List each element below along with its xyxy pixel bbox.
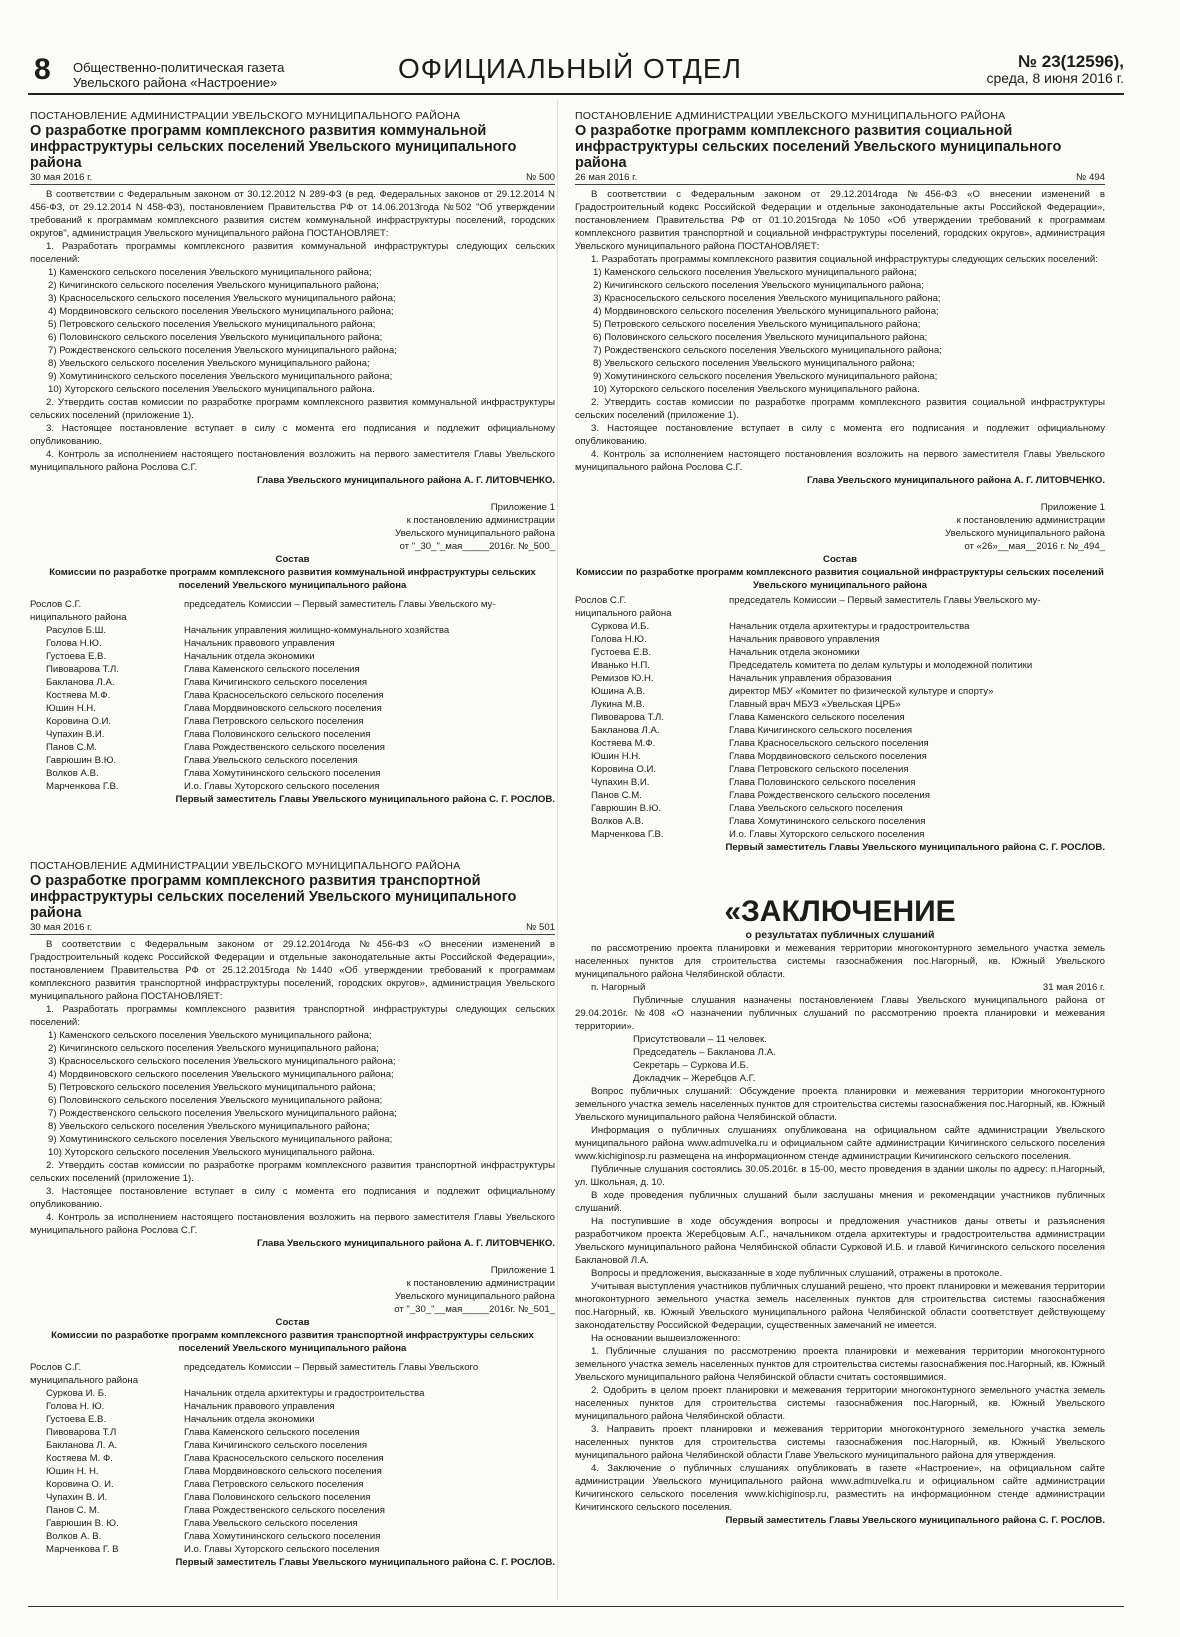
appendix-line: к постановлению администрации — [406, 1278, 555, 1289]
member-name: Густоева Е.В. — [46, 1414, 107, 1425]
list-item: 6) Половинского сельского поселения Увельского муниципального района; — [48, 1095, 383, 1106]
member-name: Коровина О. И. — [46, 1479, 114, 1490]
page-header — [28, 52, 1124, 90]
newspaper-name-line1: Общественно-политическая газета — [73, 60, 285, 75]
member-role: Главный врач МБУЗ «Увельская ЦРБ» — [729, 699, 901, 710]
article-social — [575, 110, 1105, 854]
commission-title: Комиссии по разработке программ комплексного развития коммунальной инфраструктуры сельских поселений Увельского муниципального района — [49, 567, 536, 591]
list-item: 3) Красносельского сельского поселения Увельского муниципального района; — [48, 1056, 396, 1067]
member-role: Глава Хомутининского сельского поселения — [729, 816, 926, 827]
member-role: Глава Рождественского сельского поселения — [184, 742, 385, 753]
article-point-2: 2. Утвердить состав комиссии по разработке программ комплексного развития транспортной инфраструктуры сельских поселений (приложение 1). — [30, 1160, 555, 1184]
member-name: ниципального района — [30, 612, 127, 623]
article-point-1: 1. Разработать программы комплексного развития социальной инфраструктуры следующих сельских поселений: — [591, 254, 1098, 265]
conclusion-subtitle: о результатах публичных слушаний — [745, 929, 935, 941]
member-role: Глава Кичигинского сельского поселения — [729, 725, 913, 736]
settlement-list — [30, 266, 555, 396]
member-name: Рослов С.Г. — [575, 595, 627, 606]
article-date: 26 мая 2016 г. — [575, 172, 638, 183]
article-kicker: ПОСТАНОВЛЕНИЕ АДМИНИСТРАЦИИ УВЕЛЬСКОГО МУНИЦИПАЛЬНОГО РАЙОНА — [30, 860, 461, 872]
member-role: Глава Красносельского сельского поселения — [184, 1453, 384, 1464]
member-role: Начальник отдела экономики — [184, 1414, 315, 1425]
article-date: 30 мая 2016 г. — [30, 922, 93, 933]
member-name: Марченкова Г. В — [46, 1544, 119, 1555]
article-point-4: 4. Контроль за исполнением настоящего постановления возложить на первого заместителя Главы Увельского муниципального района Рослова С.Г. — [575, 449, 1105, 473]
list-item: 8) Увельского сельского поселения Увельского муниципального района; — [48, 1121, 370, 1132]
member-name: Рослов С.Г. — [30, 599, 82, 610]
list-item: 1) Каменского сельского поселения Увельского муниципального района; — [48, 1030, 372, 1041]
member-role: директор МБУ «Комитет по физической культуре и спорту» — [729, 686, 994, 697]
list-item: 2) Кичигинского сельского поселения Увельского муниципального района; — [593, 280, 924, 291]
member-name: Панов С.М. — [591, 790, 642, 801]
member-role: Начальник отдела архитектуры и градостроительства — [729, 621, 970, 632]
member-role: Начальник отдела экономики — [184, 651, 315, 662]
article-point-1: 1. Разработать программы комплексного развития транспортной инфраструктуры следующих сельских поселений: — [30, 1004, 555, 1028]
list-item: 9) Хомутининского сельского поселения Увельского муниципального района; — [593, 371, 938, 382]
member-role: Глава Половинского сельского поселения — [184, 729, 371, 740]
article-point-3: 3. Настоящее постановление вступает в силу с момента его подписания и подлежит официальному опубликованию. — [30, 423, 555, 447]
header-rule — [28, 93, 1124, 95]
member-name: Бакланова Л.А. — [46, 677, 115, 688]
member-name: Бакланова Л.А. — [591, 725, 660, 736]
member-role: Глава Кичигинского сельского поселения — [184, 1440, 368, 1451]
commission-signature: Первый заместитель Главы Увельского муниципального района С. Г. РОСЛОВ. — [175, 794, 555, 805]
member-role: Глава Мордвиновского сельского поселения — [184, 703, 382, 714]
conclusion-paragraph: Публичные слушания назначены постановлением Главы Увельского муниципального района от 29.04.2016г. №408 «О назначении публичных слушаний по рассмотрению проекта планировки и межевания территории». — [575, 995, 1105, 1032]
member-role: Глава Каменского сельского поселения — [184, 1427, 360, 1438]
member-role: Глава Хомутининского сельского поселения — [184, 1531, 381, 1542]
conclusion-place: п. Нагорный — [591, 982, 646, 993]
newspaper-name-line2: Увельского района «Настроение» — [73, 75, 278, 90]
member-name: Волков А.В. — [591, 816, 644, 827]
article-title: О разработке программ комплексного развития коммунальной инфраструктуры сельских поселений Увельского муниципального района — [30, 123, 517, 171]
article-point-3: 3. Настоящее постановление вступает в силу с момента его подписания и подлежит официальному опубликованию. — [575, 423, 1105, 447]
commission-title: Комиссии по разработке программ комплексного развития транспортной инфраструктуры сельских поселений Увельского муниципального района — [51, 1330, 534, 1354]
member-role: Глава Кичигинского сельского поселения — [184, 677, 368, 688]
list-item: 4) Мордвиновского сельского поселения Увельского муниципального района; — [48, 1069, 394, 1080]
member-role: Глава Увельского сельского поселения — [184, 755, 358, 766]
member-role: И.о. Главы Хуторского сельского поселения — [184, 781, 380, 792]
member-name: Густоева Е.В. — [46, 651, 107, 662]
member-name: Расулов Б.Ш. — [46, 625, 107, 636]
column-divider — [557, 100, 558, 1600]
member-name: Костяева М.Ф. — [591, 738, 656, 749]
article-signature: Глава Увельского муниципального района А. Г. ЛИТОВЧЕНКО. — [257, 475, 555, 486]
conclusion-date: 31 мая 2016 г. — [1042, 982, 1105, 993]
article-signature: Глава Увельского муниципального района А. Г. ЛИТОВЧЕНКО. — [807, 475, 1105, 486]
conclusion-signature: Первый заместитель Главы Увельского муниципального района С. Г. РОСЛОВ. — [725, 1515, 1105, 1526]
article-point-4: 4. Контроль за исполнением настоящего постановления возложить на первого заместителя Главы Увельского муниципального района Рослова С.Г. — [30, 1212, 555, 1236]
settlement-list — [575, 266, 1105, 396]
list-item: 7) Рождественского сельского поселения Увельского муниципального района; — [593, 345, 942, 356]
member-role: Глава Мордвиновского сельского поселения — [184, 1466, 382, 1477]
member-role: Глава Половинского сельского поселения — [729, 777, 916, 788]
appendix-line: Увельского муниципального района — [395, 1291, 555, 1302]
member-role: Глава Красносельского сельского поселения — [729, 738, 929, 749]
appendix-block — [30, 1264, 555, 1316]
article-transport — [30, 860, 555, 1569]
appendix-line: Увельского муниципального района — [395, 528, 555, 539]
composition-heading: Состав — [275, 554, 310, 565]
list-item: 5) Петровского сельского поселения Увельского муниципального района; — [48, 1082, 376, 1093]
member-role: Начальник правового управления — [184, 1401, 335, 1412]
member-role: председатель Комиссии – Первый заместитель Главы Увельского — [184, 1362, 479, 1373]
member-role: Глава Каменского сельского поселения — [184, 664, 360, 675]
issue-info — [986, 54, 1124, 86]
list-item: 10) Хуторского сельского поселения Увельского муниципального района. — [48, 384, 375, 395]
member-role — [184, 1374, 555, 1387]
member-name: Голова Н.Ю. — [46, 638, 102, 649]
member-role: Глава Половинского сельского поселения — [184, 1492, 371, 1503]
member-name: Юшина А.В. — [591, 686, 646, 697]
member-name: ниципального района — [575, 608, 672, 619]
conclusion-body — [575, 1085, 1105, 1514]
article-signature: Глава Увельского муниципального района А. Г. ЛИТОВЧЕНКО. — [257, 1238, 555, 1249]
list-item: 4) Мордвиновского сельского поселения Увельского муниципального района; — [593, 306, 939, 317]
commission-members — [30, 1361, 555, 1556]
composition-heading: Состав — [275, 1317, 310, 1328]
conclusion-paragraph: 1. Публичные слушания по рассмотрению проекта планировки и межевания территории многоконтурного земельного участка земель населенных пунктов для строительства системы газоснабжения пос.Нагорный, кв. Южный Увельского муниципального района Челябинской области считать состоявшимися. — [575, 1346, 1106, 1383]
article-point-2: 2. Утвердить состав комиссии по разработке программ комплексного развития коммунальной инфраструктуры сельских поселений (приложение 1). — [30, 397, 555, 421]
newspaper-name — [73, 60, 333, 90]
article-communal — [30, 110, 555, 806]
list-item: Присутствовали – 11 человек. — [633, 1034, 767, 1045]
article-number: № 501 — [526, 922, 555, 933]
member-role: Глава Рождественского сельского поселения — [184, 1505, 385, 1516]
member-role: Глава Петровского сельского поселения — [184, 716, 364, 727]
article-point-1: 1. Разработать программы комплексного развития коммунальной инфраструктуры следующих сельских поселений: — [30, 241, 555, 265]
conclusion-title: «ЗАКЛЮЧЕНИЕ — [724, 895, 956, 928]
commission-signature: Первый заместитель Главы Увельского муниципального района С. Г. РОСЛОВ. — [725, 842, 1105, 853]
article-conclusion — [575, 895, 1105, 1527]
conclusion-paragraph: Публичные слушания состоялись 30.05.2016г. в 15-00, место проведения в здании школы по адресу: п.Нагорный, ул. Школьная, д. 10. — [575, 1164, 1105, 1188]
member-role — [184, 611, 555, 624]
member-name: Пивоварова Т.Л — [46, 1427, 117, 1438]
member-name: Марченкова Г.В. — [46, 781, 119, 792]
member-role: председатель Комиссии – Первый заместитель Главы Увельского му- — [729, 595, 1041, 606]
conclusion-paragraph: Информация о публичных слушаниях опубликована на официальном сайте администрации Увельского муниципального района www.admuvelka.ru и официальном сайте администрации Кичигинского сельского поселения www.kichiginosp.ru размещена на информационном стенде администрации Кичигинского сельского поселения. — [575, 1125, 1105, 1162]
commission-title: Комиссии по разработке программ комплексного развития социальной инфраструктуры сельских поселений Увельского муниципального района — [576, 567, 1104, 591]
conclusion-subject: по рассмотрению проекта планировки и межевания территории многоконтурного земельного участка земель населенных пунктов для строительства системы газоснабжения пос.Нагорный, кв. Южный Увельского муниципального района Челябинской области. — [575, 943, 1105, 980]
list-item: 8) Увельского сельского поселения Увельского муниципального района; — [593, 358, 915, 369]
member-name: Голова Н.Ю. — [591, 634, 647, 645]
member-name: муниципального района — [30, 1375, 139, 1386]
list-item: 7) Рождественского сельского поселения Увельского муниципального района; — [48, 345, 397, 356]
appendix-line: от "_30_"__мая_____2016г. №_501_ — [394, 1304, 555, 1315]
article-dateline — [30, 171, 555, 185]
member-role: Глава Каменского сельского поселения — [729, 712, 905, 723]
list-item: 4) Мордвиновского сельского поселения Увельского муниципального района; — [48, 306, 394, 317]
issue-number: № 23(12596), — [1018, 52, 1124, 71]
article-number: № 500 — [526, 172, 555, 183]
commission-members — [30, 598, 555, 793]
list-item: 9) Хомутининского сельского поселения Увельского муниципального района; — [48, 371, 393, 382]
member-name: Гаврюшин В.Ю. — [46, 755, 117, 766]
member-role: Начальник управления образования — [729, 673, 892, 684]
section-title: ОФИЦИАЛЬНЫЙ ОТДЕЛ — [398, 53, 742, 84]
appendix-line: от "_30_"_мая_____2016г. №_500_ — [399, 541, 555, 552]
appendix-line: Увельского муниципального района — [945, 528, 1105, 539]
list-item: 2) Кичигинского сельского поселения Увельского муниципального района; — [48, 1043, 379, 1054]
member-role — [729, 607, 1105, 620]
member-role: Глава Мордвиновского сельского поселения — [729, 751, 927, 762]
member-role: Начальник правового управления — [729, 634, 880, 645]
appendix-line: Приложение 1 — [490, 1265, 555, 1276]
member-name: Чупахин В. И. — [46, 1492, 108, 1503]
member-name: Волков А. В. — [46, 1531, 102, 1542]
member-role: Глава Хомутининского сельского поселения — [184, 768, 381, 779]
article-number: № 494 — [1076, 172, 1105, 183]
member-name: Чупахин В.И. — [46, 729, 105, 740]
member-name: Коровина О.И. — [591, 764, 657, 775]
article-point-2: 2. Утвердить состав комиссии по разработке программ комплексного развития социальной инфраструктуры сельских поселений (приложение 1). — [575, 397, 1105, 421]
list-item: 1) Каменского сельского поселения Увельского муниципального района; — [593, 267, 917, 278]
member-name: Суркова И. Б. — [46, 1388, 107, 1399]
appendix-line: Приложение 1 — [490, 502, 555, 513]
member-name: Гаврюшин В.Ю. — [591, 803, 662, 814]
member-name: Иванько Н.П. — [591, 660, 650, 671]
appendix-line: к постановлению администрации — [406, 515, 555, 526]
conclusion-paragraph: Вопрос публичных слушаний: Обсуждение проекта планировки и межевания территории многоконтурного земельного участка земель населенных пунктов для строительства системы газоснабжения пос.Нагорный, кв. Южный Увельского муниципального района Челябинской области. — [575, 1086, 1106, 1123]
member-name: Юшин Н.Н. — [46, 703, 96, 714]
conclusion-paragraph: 3. Направить проект планировки и межевания территории многоконтурного земельного участка земель населенных пунктов для строительства системы газоснабжения пос.Нагорный, кв. Южный Увельского муниципального района Челябинской области Главе Увельского муниципального района для утверждения. — [575, 1424, 1105, 1461]
article-dateline — [30, 921, 555, 935]
article-point-3: 3. Настоящее постановление вступает в силу с момента его подписания и подлежит официальному опубликованию. — [30, 1186, 555, 1210]
conclusion-paragraph: На основании вышеизложенного: — [591, 1333, 741, 1344]
appendix-block — [30, 501, 555, 553]
member-role: Глава Красносельского сельского поселения — [184, 690, 384, 701]
member-role: И.о. Главы Хуторского сельского поселения — [729, 829, 925, 840]
member-name: Панов С.М. — [46, 742, 97, 753]
article-intro: В соответствии с Федеральным законом от 30.12.2012 N 289-ФЗ (в ред. Федеральных законов от 29.12.2014 N 456-ФЗ, от 29.12.2014 N 458-ФЗ), постановлением Правительства РФ от 14.06.2013года №502 "Об утверждении требований к программам комплексного развития систем коммунальной инфраструктуры поселений, городских округов", администрация Увельского муниципального района ПОСТАНОВЛЯЕТ: — [30, 189, 555, 239]
article-title: О разработке программ комплексного развития транспортной инфраструктуры сельских поселений Увельского муниципального района — [30, 873, 517, 921]
appendix-line: от «26»__мая__2016 г. №_494_ — [964, 541, 1105, 552]
member-name: Юшин Н.Н. — [591, 751, 641, 762]
list-item: 10) Хуторского сельского поселения Увельского муниципального района. — [48, 1147, 375, 1158]
list-item: 8) Увельского сельского поселения Увельского муниципального района; — [48, 358, 370, 369]
article-intro: В соответствии с Федеральным законом от 29.12.2014года №456-ФЗ «О внесении изменений в Градостроительный кодекс Российской Федерации и отдельные законодательные акты Российской Федерации», постановлением Правительства РФ от 01.10.2015года №1050 «Об утверждении требований к программам комплексного развития транспортной и социальной инфраструктуры поселений, городских округов», администрация Увельского муниципального района ПОСТАНОВЛЯЕТ: — [575, 189, 1105, 252]
list-item: 6) Половинского сельского поселения Увельского муниципального района; — [593, 332, 928, 343]
member-name: Пивоварова Т.Л. — [46, 664, 119, 675]
member-name: Густоева Е.В. — [591, 647, 652, 658]
member-role: Глава Увельского сельского поселения — [184, 1518, 358, 1529]
member-role: Начальник отдела архитектуры и градостроительства — [184, 1388, 425, 1399]
member-name: Лукина М.В. — [591, 699, 645, 710]
member-role: Начальник управления жилищно-коммунального хозяйства — [184, 625, 450, 636]
list-item: 10) Хуторского сельского поселения Увельского муниципального района. — [593, 384, 920, 395]
conclusion-paragraph: Учитывая выступления участников публичных слушаний решено, что проект планировки и межевания территории многоконтурного земельного участка земель населенных пунктов для строительства системы газоснабжения пос.Нагорный, кв. Южный Увельского муниципального района Челябинской области соответствует действующему законодательству Российской Федерации, существенных замечаний не имеется. — [575, 1281, 1105, 1331]
member-role: И.о. Главы Хуторского сельского поселения — [184, 1544, 380, 1555]
list-item: 3) Красносельского сельского поселения Увельского муниципального района; — [593, 293, 941, 304]
member-role: Глава Петровского сельского поселения — [184, 1479, 364, 1490]
conclusion-paragraph: 4. Заключение о публичных слушаниях опубликовать в газете «Настроение», на официальном сайте администрации Увельского муниципального района www.admuvelka.ru и официальном сайте администрации Кичигинского сельского поселения www.kichiginosp.ru, разместить на информационном стенде администрации Кичигинского сельского поселения. — [575, 1463, 1105, 1513]
list-item: 6) Половинского сельского поселения Увельского муниципального района; — [48, 332, 383, 343]
page-number: 8 — [34, 53, 51, 86]
conclusion-place-date — [575, 981, 1105, 994]
member-role: Глава Рождественского сельского поселения — [729, 790, 930, 801]
appendix-line: к постановлению администрации — [956, 515, 1105, 526]
member-name: Рослов С.Г. — [30, 1362, 82, 1373]
article-kicker: ПОСТАНОВЛЕНИЕ АДМИНИСТРАЦИИ УВЕЛЬСКОГО МУНИЦИПАЛЬНОГО РАЙОНА — [575, 110, 1006, 122]
attendance-list — [575, 1033, 1105, 1085]
member-name: Чупахин В.И. — [591, 777, 650, 788]
list-item: 1) Каменского сельского поселения Увельского муниципального района; — [48, 267, 372, 278]
member-role: Начальник отдела экономики — [729, 647, 860, 658]
article-title: О разработке программ комплексного развития социальной инфраструктуры сельских поселений Увельского муниципального района — [575, 123, 1062, 171]
appendix-block — [575, 501, 1105, 553]
article-kicker: ПОСТАНОВЛЕНИЕ АДМИНИСТРАЦИИ УВЕЛЬСКОГО МУНИЦИПАЛЬНОГО РАЙОНА — [30, 110, 461, 122]
conclusion-paragraph: Вопросы и предложения, высказанные в ходе публичных слушаний, отражены в протоколе. — [591, 1268, 1003, 1279]
conclusion-paragraph: 2. Одобрить в целом проект планировки и межевания территории многоконтурного земельного участка земель населенных пунктов для строительства системы газоснабжения пос.Нагорный, кв. Южный Увельского муниципального района Челябинской области. — [575, 1385, 1105, 1422]
member-name: Марченкова Г.В. — [591, 829, 664, 840]
member-name: Панов С. М. — [46, 1505, 100, 1516]
bottom-rule — [28, 1606, 1124, 1607]
article-dateline — [575, 171, 1105, 185]
list-item: 5) Петровского сельского поселения Увельского муниципального района; — [48, 319, 376, 330]
member-role: Начальник правового управления — [184, 638, 335, 649]
member-name: Гаврюшин В. Ю. — [46, 1518, 119, 1529]
member-name: Коровина О.И. — [46, 716, 112, 727]
list-item: Секретарь – Суркова И.Б. — [633, 1060, 749, 1071]
article-intro: В соответствии с Федеральным законом от 29.12.2014года №456-ФЗ «О внесении изменений в Градостроительный кодекс Российской Федерации и отдельные законодательные акты Российской Федерации», постановлением Правительства РФ от 25.12.2015года №1440 «Об утверждении требований к программам комплексного развития транспортной инфраструктуры поселений, городских округов», администрация Увельского муниципального района ПОСТАНОВЛЯЕТ: — [30, 939, 555, 1002]
conclusion-paragraph: В ходе проведения публичных слушаний были заслушаны мнения и рекомендации участников публичных слушаний. — [575, 1190, 1105, 1214]
member-name: Волков А.В. — [46, 768, 99, 779]
member-name: Суркова И.Б. — [591, 621, 650, 632]
member-name: Голова Н. Ю. — [46, 1401, 105, 1412]
member-name: Бакланова Л. А. — [46, 1440, 118, 1451]
member-role: Председатель комитета по делам культуры и молодежной политики — [729, 660, 1033, 671]
member-name: Пивоварова Т.Л. — [591, 712, 664, 723]
member-role: Глава Петровского сельского поселения — [729, 764, 909, 775]
member-name: Юшин Н. Н. — [46, 1466, 99, 1477]
list-item: 2) Кичигинского сельского поселения Увельского муниципального района; — [48, 280, 379, 291]
list-item: 7) Рождественского сельского поселения Увельского муниципального района; — [48, 1108, 397, 1119]
commission-signature: Первый заместитель Главы Увельского муниципального района С. Г. РОСЛОВ. — [175, 1557, 555, 1568]
list-item: 5) Петровского сельского поселения Увельского муниципального района; — [593, 319, 921, 330]
list-item: 9) Хомутининского сельского поселения Увельского муниципального района; — [48, 1134, 393, 1145]
issue-date: среда, 8 июня 2016 г. — [986, 70, 1124, 86]
list-item: 3) Красносельского сельского поселения Увельского муниципального района; — [48, 293, 396, 304]
list-item: Председатель – Бакланова Л.А. — [633, 1047, 776, 1058]
settlement-list — [30, 1029, 555, 1159]
member-role: Глава Увельского сельского поселения — [729, 803, 903, 814]
conclusion-paragraph: На поступившие в ходе обсуждения вопросы и предложения участников даны ответы и разъяснения разработчиком проекта Жеребцовым А.Г., начальником отдела архитектуры и градостроительства администрации Увельского муниципального района Челябинской области Сурковой И.Б. и главой Кичигинского сельского поселения Баклановой Л.А. — [575, 1216, 1105, 1266]
member-name: Костяева М.Ф. — [46, 690, 111, 701]
composition-heading: Состав — [823, 554, 857, 565]
article-point-4: 4. Контроль за исполнением настоящего постановления возложить на первого заместителя Главы Увельского муниципального района Рослова С.Г. — [30, 449, 555, 473]
member-name: Ремизов Ю.Н. — [591, 673, 654, 684]
article-date: 30 мая 2016 г. — [30, 172, 93, 183]
appendix-line: Приложение 1 — [1040, 502, 1105, 513]
member-name: Костяева М. Ф. — [46, 1453, 113, 1464]
commission-members — [575, 594, 1105, 841]
member-role: председатель Комиссии – Первый заместитель Главы Увельского му- — [184, 599, 496, 610]
list-item: Докладчик – Жеребцов А.Г. — [633, 1073, 756, 1084]
